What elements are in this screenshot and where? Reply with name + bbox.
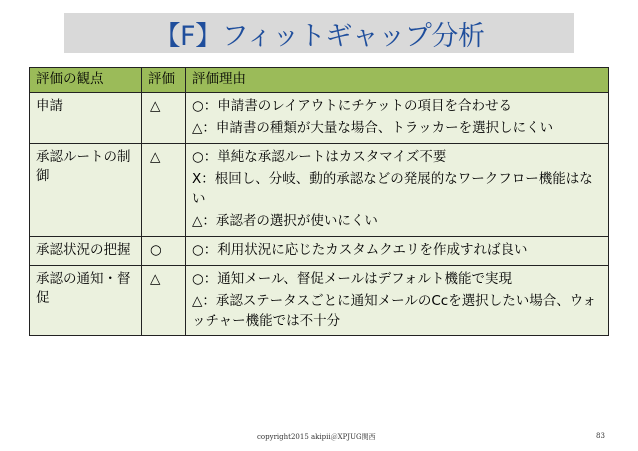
aspect-cell: 申請 [30, 92, 142, 143]
rating-cell: ○ [142, 236, 186, 265]
rating-cell: △ [142, 143, 186, 236]
reason-line: X：根回し、分岐、動的承認などの発展的なワークフロー機能はない [192, 171, 593, 207]
reason-line: ○：利用状況に応じたカスタムクエリを作成すれば良い [192, 241, 528, 258]
header-aspect: 評価の観点 [30, 68, 142, 93]
header-reason: 評価理由 [186, 68, 609, 93]
aspect-cell: 承認の通知・督促 [30, 265, 142, 336]
table-row [30, 92, 609, 143]
rating-cell: △ [142, 92, 186, 143]
table-row [30, 143, 609, 236]
slide-title: 【F】フィットギャップ分析 [153, 20, 485, 52]
reason-cell [186, 92, 609, 143]
reason-cell [186, 143, 609, 236]
reason-line: △：申請書の種類が大量な場合、トラッカーを選択しにくい [192, 120, 554, 137]
reason-cell [186, 265, 609, 336]
reason-line: △：承認者の選択が使いにくい [192, 213, 378, 230]
reason-line: ○：単純な承認ルートはカスタマイズ不要 [192, 148, 447, 165]
header-rating: 評価 [142, 68, 186, 93]
page-number: 83 [596, 432, 605, 440]
table-header-row [30, 68, 609, 93]
reason-cell [186, 236, 609, 265]
evaluation-table [29, 67, 609, 336]
rating-cell: △ [142, 265, 186, 336]
table-row [30, 265, 609, 336]
aspect-cell: 承認ルートの制御 [30, 143, 142, 236]
table-row [30, 236, 609, 265]
reason-line: ○：申請書のレイアウトにチケットの項目を合わせる [192, 97, 512, 114]
reason-line: △：承認ステータスごとに通知メールのCcを選択したい場合、ウォッチャー機能では不十分 [192, 293, 597, 329]
aspect-cell: 承認状況の把握 [30, 236, 142, 265]
copyright-text: copyright2015 akipii＠XPJUG関西 [257, 433, 376, 441]
title-bar [64, 13, 574, 53]
reason-line: ○：通知メール、督促メールはデフォルト機能で実現 [192, 270, 512, 287]
